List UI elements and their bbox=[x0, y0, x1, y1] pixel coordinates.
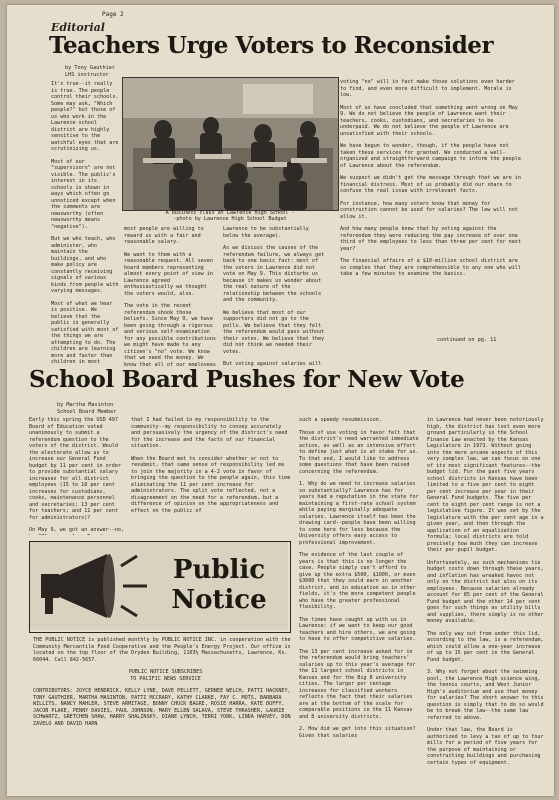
paragraph: For instance, how many voters know that money for construction cannot be used for salaries? The law will not allow it. bbox=[340, 200, 518, 220]
school-board-column-3 bbox=[299, 417, 421, 787]
paragraph: Lawrence to be substantially below the average). bbox=[223, 226, 309, 239]
subscription-line-2: TO PACIFIC NEWS SERVICE bbox=[130, 675, 201, 682]
paragraph: But we who teach, who administer, who maintain the buildings, and who make policy are constantly receiving signals of various kinds from people with varying messages. bbox=[51, 236, 119, 294]
subscription-line-1: PUBLIC NOTICE SUBSCRIBES bbox=[128, 669, 203, 675]
continued-note: continued on pg. 11 bbox=[437, 337, 497, 343]
contributors-list: CONTRIBUTORS: JOYCE HENDRICK, KELLY LYNE, DAVE PELLETT, GERNEE WELCH, PATTI HACKNEY, TONY GAUTHIER, MARTHA MASINTON, PATTI MCCRARY, KATHY CLARKE, FAY C. MOTS, BARBARA WILLITS, NANCY MAHLER, STEVE ARMITAGE, BONNY CHUCK BAGRE, ROSIE HARRA, KATE DUFFY, JACOB PLAKE, PENNY DAVIES, PAUL JOHNSON, MARY ELLEN SALAVA, STEVE THRASHER, LAURIE SCHWARTZ, GRETCHEN SHAW, HARRY SHALINSKY, DIANE LYNCH, TERRI YORK, LINDA HARVEY, DON ZAVELO AND DAVID HARN bbox=[33, 688, 291, 727]
editorial-headline: Teachers Urge Voters to Reconsider bbox=[49, 32, 494, 59]
paragraph: It's true--it really is true. The people control their schools. Some may ask, "Which people?" but those of us who work in the Lawrence school district are highly sensitive to the watchful eyes that are scrutinizing us. bbox=[51, 81, 119, 152]
photo-caption: A business class at Lawrence High School --photo by Lawrence High School Budget bbox=[165, 210, 295, 223]
paragraph: We believe that most of our supporters did not go to the polls. We believe that they felt the referendum would pass without their votes. We believe that they did not think we needed their votes. bbox=[223, 309, 325, 355]
paragraph: The financial affairs of a $10-million school district are so complex that they are comprehensible to any one who will take a few minutes to examine the basics. bbox=[340, 258, 521, 277]
paragraph: We suspect we didn't get the message through that we are in financial distress. Most of us probably did our share to confuse the real issue with irrelevant facts. bbox=[340, 175, 521, 194]
paragraph: Most of what we hear is positive. We believe that the public is generally satisfied with most of the things we are attempting to do. The children are learning more and faster than children in most bbox=[51, 300, 119, 363]
megaphone-illustration-icon bbox=[37, 546, 152, 626]
paragraph: Those of use voting in favor felt that the district's need warranted immediate action, as well as an intensive effort to define just what is at stake for us. To that end, I would like to address some questions that have been raised concerning the referendum. bbox=[299, 429, 419, 475]
editorial-label: Editorial bbox=[51, 21, 105, 34]
paragraph: Unfortunately, as such mechanisms tie budget costs down through these years, and inflation has wreaked havoc not only on the district but also on its employees. Because salaries already account for 85 per cent of the General Fund budget and the other 14 per cent goes for such things as utility bills and supplies, there simply is no other money available. bbox=[427, 559, 544, 624]
classroom-photo-image bbox=[123, 78, 338, 210]
publication-info: THE PUBLIC NOTICE is published monthly by PUBLIC NOTICE INC. in cooperation with the Community Mercantile Food Cooperative and the People's Energy Project. Our office is located on the top floor of the Dryden Building, 1103½ Massachusetts, Lawrence, Ks. 66044. Call 842-5657. bbox=[33, 637, 291, 663]
paragraph: Most of us have concluded that something went wrong on May 9. We do not believe the people of Lawrence want their teachers, cooks, custodians, and secretaries to be underpaid. We do not believe the people of Lawrence are unsatisfied with their schools. bbox=[340, 104, 518, 137]
school-board-column-1 bbox=[29, 417, 125, 535]
editorial-column-3 bbox=[223, 226, 327, 366]
school-board-byline bbox=[57, 402, 116, 415]
page-number: Page 2 bbox=[102, 11, 124, 18]
editorial-byline bbox=[65, 65, 115, 78]
paragraph: The 13 per cent increase asked for in the referendum would bring teachers' salaries up to this year's average for the 11 largest school districts in Kansas and for the Big 8 university cities. The larger per centage increases for classified workers reflects the fact that their salaries are at the bottom of the scale for comparable positions in the 11 Kansas and 8 university districts. bbox=[299, 648, 416, 720]
editorial-column-1 bbox=[51, 81, 119, 363]
editorial-column-2 bbox=[124, 226, 216, 366]
paragraph: The vote in the recent referendum shook those beliefs. Since May 9, we have been going through a rigorous and serious self-examination for any possible contributions we might have made to any citizen's "no" vote. We know that we need the money. We know that all of our employees bbox=[124, 303, 216, 366]
editorial-author-title: LHS instructor bbox=[65, 71, 109, 78]
paragraph: most people are willing to reward us with a fair and reasonable salary. bbox=[124, 226, 204, 245]
newspaper-page bbox=[7, 5, 554, 796]
paragraph: The only way out from under this lid, according to the law, is a referendum, which could allow a one-year increase of up to 15 per cent in the General Fund budget. bbox=[427, 630, 544, 663]
paragraph: Early this spring the USD 497 Board of Education voted unanimously to submit a referendum question to the voters of the district. Would the electorate allow us to increase our General Fund budget by 11 per cent in order to provide substantial salary increases for all district employees (15 to 18 per cent increases for custodians, cooks, maintenance personnel and secretaries; 13 per cent for teachers; and 11 per cent for administrators)? bbox=[29, 417, 122, 521]
paragraph: On May 9, we got an answer--no, bbox=[29, 527, 125, 533]
school-board-author-title: School Board Member bbox=[57, 408, 117, 415]
paragraph: 2. How did we get into this situation? Given that salaries bbox=[299, 726, 416, 739]
paragraph: But voting against salaries will bbox=[223, 361, 322, 366]
editorial-column-4 bbox=[340, 79, 522, 333]
paragraph: such a speedy resubmission. bbox=[299, 417, 382, 423]
paragraph: And how many people knew that by voting against the referendum they were reducing the pay increase of over one third of the employees to less than three per cent for next year? bbox=[340, 226, 521, 252]
school-board-column-4 bbox=[427, 417, 545, 789]
public-notice-title bbox=[159, 555, 279, 615]
paragraph: When the Board met to consider whether or not to resubmit, that same sense of responsibility led me to join the majority in a 4-2 vote in favor of bringing the question to the people again, this time eliminating the 11 per cent increase for administrators. The split vote reflected, not a disagreement on the need for a referendum, but a difference of opinion on the appropriateness and effect on the public of bbox=[131, 455, 291, 514]
paragraph: in Lawrence had never been notoriously high, the district has lost even more ground particularly in the School Finance Law enacted by the Kansas Legislature in 1973. Without going into the more arcane aspects of this very complex law, we can focus on one of its most significant features--the budget lid. For the past five years school districts in Kansas have been limited to a five per cent to eight per cent increase per year in their General Fund budgets. The five per cent to eight per cent range is not a legislative figure. It was set by the legislature with the per cent age in a given year, and then through the application of an equalization formula; local districts are told precisely how much they can increase their per-pupil budget. bbox=[427, 417, 544, 553]
school-board-column-2 bbox=[131, 417, 291, 535]
classroom-photo bbox=[122, 77, 339, 211]
paragraph: Most of our "supervisors" are not visible. The public's interest in its schools is shown in ways which often go unnoticed except when the comments are newsworthy (often newsworthy means "negative"). bbox=[51, 158, 116, 230]
paragraph: We have begun to wonder, though, if the people have not taken these services for granted. We conducted a well-organized and straightforward campaign to inform the people of Lawrence about the referendum. bbox=[340, 143, 521, 169]
school-board-author: by Martha Masinton bbox=[57, 402, 114, 408]
masthead-info bbox=[33, 637, 298, 727]
paragraph: The times have caught up with us in Lawrence: if we want to keep our good teachers and hire others, we are going to have to offer competitive salaries. bbox=[299, 616, 416, 642]
paragraph: As we discuss the causes of the referendum failure, we always get back to one basic fact: most of the voters in Lawrence did not vote on May 9. This disturbs us because it makes us wonder about the real nature of the relationship between the schools and the community. bbox=[223, 245, 325, 303]
paragraph: We want to them with a reasonable request. All seven board members representing almost every point of view in Lawrence agreed enthusiastically we thought the voters would, also. bbox=[124, 251, 213, 297]
paragraph: 3. Why not forget about the swimming pool, the Lawrence High science wing, the tennis courts, and West Junior High's auditorium and use that money for salaries? The short answer to this question is simply that to do so would be to break the law--the same law referred to above. bbox=[427, 669, 544, 721]
paragraph: voting "no" will in fact make those solutions even harder to find, and even more difficult to implement. Morale is low. bbox=[340, 79, 515, 98]
paragraph: that I had failed in my responsibility to the community--my responsibility to convey accurately and persuasively the urgency of the district's need for the increase and the facts of our financial situation. bbox=[131, 417, 288, 449]
public-notice-title-line-2: Notice bbox=[171, 585, 267, 615]
paragraph: Under that law, the Board is authorized to levy a tax of up to four mills for a period of five years for the purpose of maintaining or constructing buildings and purchasing certain types of equipment. bbox=[427, 727, 544, 766]
public-notice-title-line-1: Public bbox=[172, 555, 266, 585]
editorial-author: by Tony Gauthier bbox=[65, 65, 115, 71]
paragraph: The evidence of the last couple of years is that this is no longer the case. People simply can't afford to give up the extra $500, $1000, or even $3000 that they could earn in another district, and in education as in other fields, it's the more competent people who have the greater professional flexibility. bbox=[299, 552, 416, 610]
school-board-headline: School Board Pushes for New Vote bbox=[29, 366, 465, 393]
paragraph: 1. Why do we need to increase salaries so substantially? Lawrence has for years had a reputation in the state for maintaining a first-rate school system while paying marginally adequate salaries. Lawrence itself has been the drawing card--people have been willing to come here for less because the University offers easy access to professional improvement. bbox=[299, 481, 419, 546]
